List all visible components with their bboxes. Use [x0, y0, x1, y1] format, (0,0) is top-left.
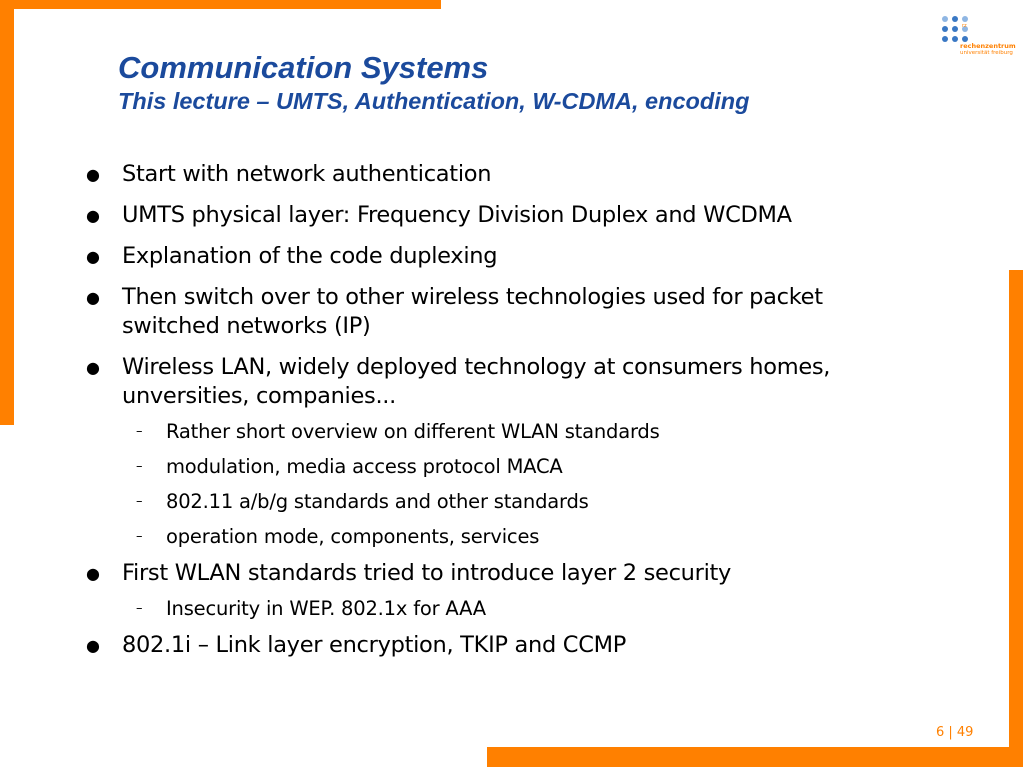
list-item-text: 802.1i – Link layer encryption, TKIP and CCMP — [122, 632, 627, 658]
sub-list-item — [80, 489, 980, 515]
dash-icon: – — [136, 494, 143, 509]
list-item-text: First WLAN standards tried to introduce layer 2 security — [122, 560, 732, 586]
bullet-icon: ● — [86, 564, 100, 583]
orange-bottom-bar — [487, 747, 1023, 767]
list-item — [80, 283, 980, 341]
dash-icon: – — [136, 529, 143, 544]
list-item — [80, 559, 980, 588]
sub-list-item-text: Rather short overview on different WLAN standards — [166, 420, 660, 443]
sub-list-item — [80, 596, 980, 622]
list-item-text: switched networks (IP) — [122, 313, 371, 339]
slide-subtitle: This lecture – UMTS, Authentication, W-CDMA, encoding — [118, 88, 750, 114]
list-item — [80, 353, 980, 411]
bullet-icon: ● — [86, 206, 100, 225]
sub-list-item — [80, 419, 980, 445]
sub-list-item — [80, 524, 980, 550]
list-item-text: Explanation of the code duplexing — [122, 243, 498, 269]
list-item — [80, 631, 980, 660]
page-number: 6 | 49 — [936, 725, 974, 740]
logo-text — [960, 43, 1022, 57]
list-item — [80, 201, 980, 230]
orange-left-bar — [0, 0, 14, 425]
bullet-icon: ● — [86, 288, 100, 307]
bullet-icon: ● — [86, 247, 100, 266]
bullet-icon: ● — [86, 165, 100, 184]
logo-line2: universität freiburg — [960, 50, 1013, 56]
list-item — [80, 160, 980, 189]
bullet-list — [80, 160, 980, 672]
sub-list-item-text: Insecurity in WEP. 802.1x for AAA — [166, 597, 486, 620]
dash-icon: – — [136, 601, 143, 616]
list-item-text: Then switch over to other wireless technologies used for packet — [122, 284, 823, 310]
dash-icon: – — [136, 459, 143, 474]
list-item-text: UMTS physical layer: Frequency Division Duplex and WCDMA — [122, 202, 792, 228]
bullet-icon: ● — [86, 636, 100, 655]
sub-list-item — [80, 454, 980, 480]
bullet-icon: ● — [86, 358, 100, 377]
orange-top-bar — [0, 0, 441, 9]
sub-list-item-text: modulation, media access protocol MACA — [166, 455, 563, 478]
list-item — [80, 242, 980, 271]
orange-right-bar — [1009, 270, 1023, 767]
dash-icon: – — [136, 424, 143, 439]
sub-list-item-text: 802.11 a/b/g standards and other standards — [166, 490, 589, 513]
logo-mark: rz — [962, 23, 967, 29]
slide-title: Communication Systems — [118, 50, 489, 85]
list-item-text: Wireless LAN, widely deployed technology at consumers homes, — [122, 354, 831, 380]
logo-line1: rechenzentrum — [960, 42, 1016, 50]
list-item-text: Start with network authentication — [122, 161, 492, 187]
sub-list-item-text: operation mode, components, services — [166, 525, 540, 548]
list-item-text: unversities, companies... — [122, 383, 397, 409]
